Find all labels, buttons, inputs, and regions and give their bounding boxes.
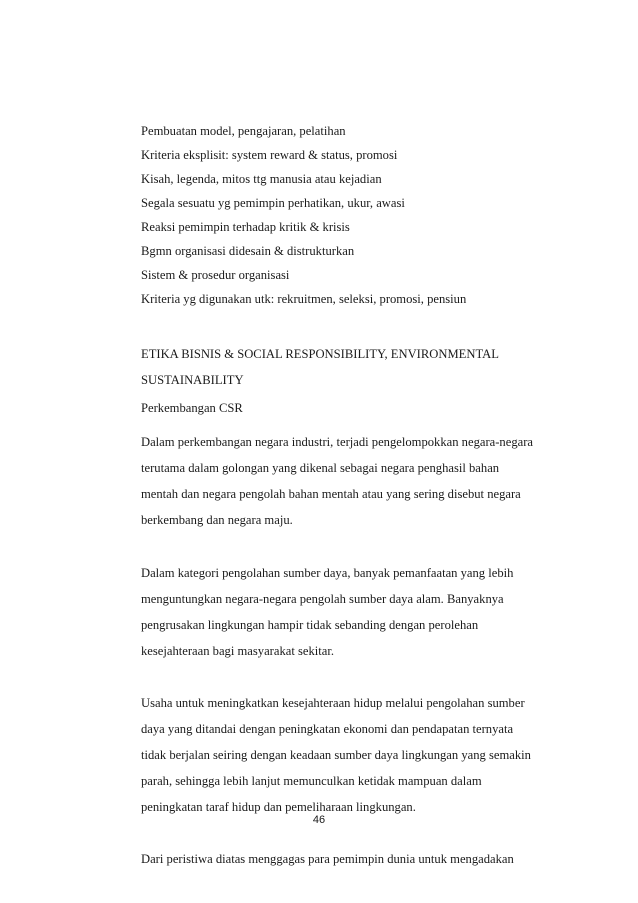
- paragraph-3-line: parah, sehingga lebih lanjut memunculkan ketidak mampuan dalam: [141, 774, 482, 788]
- paragraph-3-line: peningkatan taraf hidup dan pemeliharaan lingkungan.: [141, 800, 416, 814]
- page-number: 46: [312, 814, 326, 826]
- paragraph-1-line: berkembang dan negara maju.: [141, 513, 293, 527]
- paragraph-1-line: mentah dan negara pengolah bahan mentah atau yang sering disebut negara: [141, 487, 521, 501]
- list-item: Segala sesuatu yg pemimpin perhatikan, ukur, awasi: [141, 196, 405, 210]
- paragraph-3-line: Usaha untuk meningkatkan kesejahteraan hidup melalui pengolahan sumber: [141, 696, 525, 710]
- paragraph-2-line: menguntungkan negara-negara pengolah sumber daya alam. Banyaknya: [141, 592, 504, 606]
- paragraph-1-line: Dalam perkembangan negara industri, terjadi pengelompokkan negara-negara: [141, 435, 533, 449]
- list-item: Kriteria yg digunakan utk: rekruitmen, seleksi, promosi, pensiun: [141, 292, 467, 306]
- paragraph-3-line: daya yang ditandai dengan peningkatan ekonomi dan pendapatan ternyata: [141, 722, 514, 736]
- section-heading-line1: ETIKA BISNIS & SOCIAL RESPONSIBILITY, ENVIRONMENTAL: [141, 347, 499, 361]
- paragraph-2-line: pengrusakan lingkungan hampir tidak sebanding dengan perolehan: [141, 618, 479, 632]
- list-item: Sistem & prosedur organisasi: [141, 268, 290, 282]
- paragraph-3-line: tidak berjalan seiring dengan keadaan sumber daya lingkungan yang semakin: [141, 748, 531, 762]
- section-heading-line2: SUSTAINABILITY: [141, 373, 244, 387]
- list-item: Reaksi pemimpin terhadap kritik & krisis: [141, 220, 350, 234]
- paragraph-2-line: kesejahteraan bagi masyarakat sekitar.: [141, 644, 335, 658]
- paragraph-2-line: Dalam kategori pengolahan sumber daya, banyak pemanfaatan yang lebih: [141, 566, 514, 580]
- list-item: Bgmn organisasi didesain & distrukturkan: [141, 244, 355, 258]
- subheading: Perkembangan CSR: [141, 401, 243, 415]
- paragraph-1-line: terutama dalam golongan yang dikenal sebagai negara penghasil bahan: [141, 461, 500, 475]
- paragraph-4-line: Dari peristiwa diatas menggagas para pemimpin dunia untuk mengadakan: [141, 852, 514, 866]
- list-item: Pembuatan model, pengajaran, pelatihan: [141, 124, 346, 138]
- list-item: Kisah, legenda, mitos ttg manusia atau kejadian: [141, 172, 382, 186]
- list-item: Kriteria eksplisit: system reward & status, promosi: [141, 148, 398, 162]
